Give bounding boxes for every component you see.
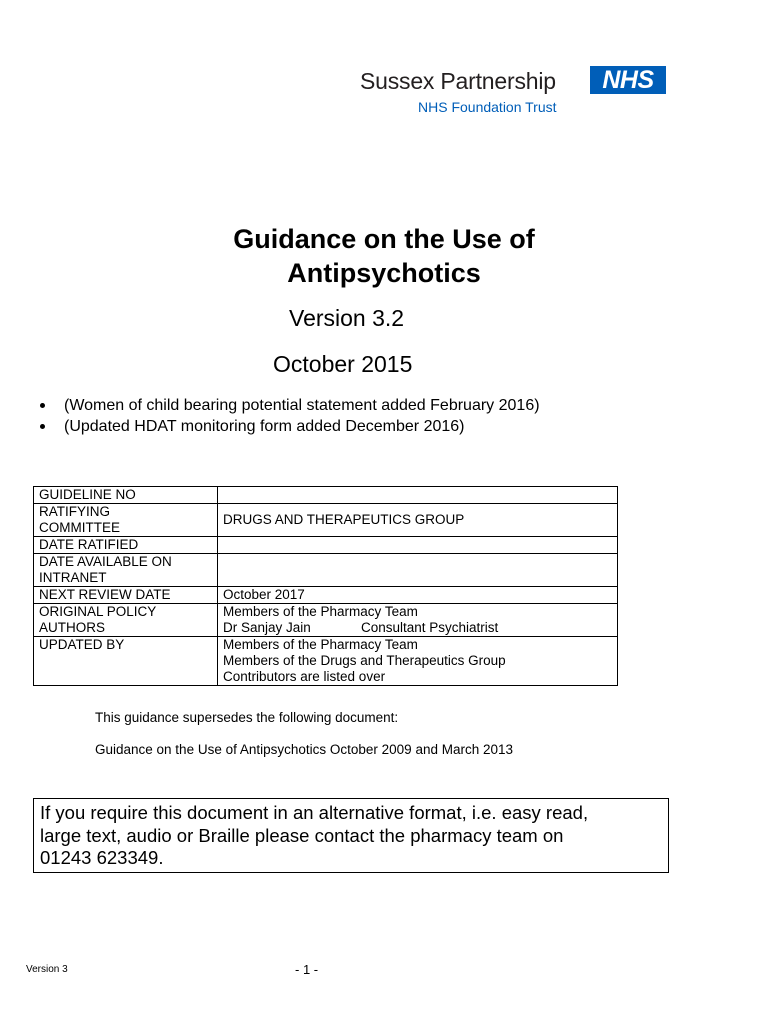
table-row	[34, 554, 618, 587]
table-row	[34, 637, 618, 686]
bullet-icon	[40, 424, 45, 429]
authors-label-line2: AUTHORS	[39, 620, 106, 635]
amendment-text: (Updated HDAT monitoring form added December 2016)	[64, 418, 465, 435]
authors-label	[34, 604, 218, 637]
guideline-no-value	[218, 487, 618, 504]
amendment-text: (Women of child bearing potential statement added February 2016)	[64, 397, 540, 414]
logo-trust-subtitle: NHS Foundation Trust	[418, 99, 557, 115]
authors-label-line1: ORIGINAL POLICY	[39, 604, 157, 619]
footer-version: Version 3	[26, 964, 68, 975]
page-number: - 1 -	[295, 962, 319, 977]
document-title-line1: Guidance on the Use of	[233, 224, 535, 254]
table-row	[34, 537, 618, 554]
alternative-format-line3: 01243 623349.	[40, 847, 164, 868]
date-available-label	[34, 554, 218, 587]
guideline-no-label: GUIDELINE NO	[34, 487, 218, 504]
next-review-value: October 2017	[218, 587, 618, 604]
alternative-format-line1: If you require this document in an alternative format, i.e. easy read,	[40, 802, 589, 823]
date-available-value	[218, 554, 618, 587]
trust-logo	[358, 66, 668, 118]
date-ratified-value	[218, 537, 618, 554]
date-available-label-line2: INTRANET	[39, 570, 107, 585]
amendment-item	[36, 395, 540, 416]
alternative-format-notice	[33, 798, 669, 873]
ratifying-committee-label	[34, 504, 218, 537]
amendment-list	[36, 395, 540, 437]
table-row	[34, 604, 618, 637]
document-version: Version 3.2	[289, 305, 405, 331]
authors-value-line1: Members of the Pharmacy Team	[223, 604, 418, 619]
date-available-label-line1: DATE AVAILABLE ON	[39, 554, 172, 569]
nhs-badge: NHS	[590, 66, 666, 94]
next-review-label: NEXT REVIEW DATE	[34, 587, 218, 604]
updated-by-value	[218, 637, 618, 686]
authors-value	[218, 604, 618, 637]
table-row	[34, 587, 618, 604]
authors-value-line2	[223, 620, 611, 636]
date-ratified-label: DATE RATIFIED	[34, 537, 218, 554]
ratifying-committee-value: DRUGS AND THERAPEUTICS GROUP	[218, 504, 618, 537]
superseded-document: Guidance on the Use of Antipsychotics October 2009 and March 2013	[95, 742, 514, 757]
document-info-table	[33, 486, 618, 686]
updated-by-line1: Members of the Pharmacy Team	[223, 637, 418, 652]
amendment-item	[36, 416, 540, 437]
document-title-line2: Antipsychotics	[287, 258, 481, 288]
updated-by-line3: Contributors are listed over	[223, 669, 386, 684]
updated-by-line2: Members of the Drugs and Therapeutics Group	[223, 653, 506, 668]
ratifying-label-line2: COMMITTEE	[39, 520, 120, 535]
document-date: October 2015	[273, 351, 413, 377]
author-name: Dr Sanjay Jain	[223, 620, 311, 635]
bullet-icon	[40, 403, 45, 408]
supersedes-intro: This guidance supersedes the following document:	[95, 710, 399, 725]
author-role: Consultant Psychiatrist	[361, 620, 499, 635]
ratifying-label-line1: RATIFYING	[39, 504, 111, 519]
alternative-format-line2: large text, audio or Braille please contact the pharmacy team on	[40, 824, 564, 846]
table-row	[34, 504, 618, 537]
updated-by-label: UPDATED BY	[34, 637, 218, 686]
table-row	[34, 487, 618, 504]
logo-trust-name: Sussex Partnership	[360, 68, 556, 94]
